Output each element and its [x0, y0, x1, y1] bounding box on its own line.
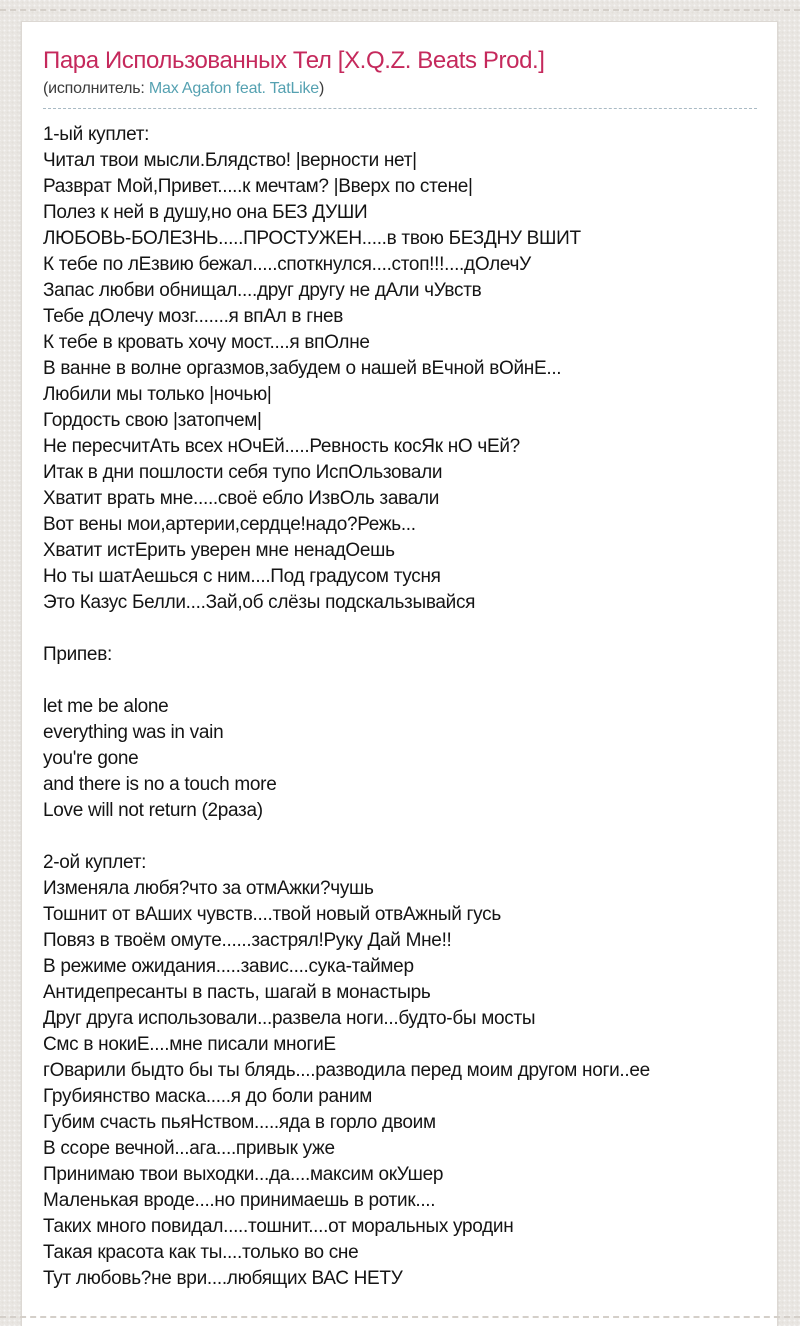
lyric-line: Тебе дОлечу мозг.......я впАл в гнев	[43, 306, 344, 327]
lyric-line: Антидепресанты в пасть, шагай в монастырь	[43, 982, 431, 1003]
lyric-line: Итак в дни пошлости себя тупо ИспОльзовали	[43, 462, 443, 483]
lyric-line: let me be alone	[43, 696, 169, 717]
lyric-line	[43, 616, 757, 642]
lyric-line: Не пересчитАть всех нОчЕй.....Ревность косЯк нО чЕй?	[43, 436, 520, 457]
artist-label-prefix: (исполнитель:	[43, 80, 149, 97]
lyric-line: Вот вены мои,артерии,сердце!надо?Режь...	[43, 514, 416, 535]
lyric-line: and there is no a touch more	[43, 774, 277, 795]
lyric-line: К тебе в кровать хочу мост....я впОлне	[43, 332, 370, 353]
artist-label-suffix: )	[319, 80, 325, 97]
lyric-line: Это Казус Белли....Зай,об слёзы подскальзывайся	[43, 592, 476, 613]
lyric-line: Тошнит от вАших чувств....твой новый отвАжный гусь	[43, 904, 501, 925]
lyric-line: Изменяла любя?что за отмАжки?чушь	[43, 878, 374, 899]
lyric-line: you're gone	[43, 748, 139, 769]
lyric-line: 2-ой куплет:	[43, 852, 147, 873]
lyrics-text	[43, 122, 757, 1292]
bottom-stitch-divider	[0, 1316, 800, 1318]
lyric-line: Гордость свою |затопчем|	[43, 410, 262, 431]
lyric-line: ЛЮБОВЬ-БОЛЕЗНЬ.....ПРОСТУЖЕН.....в твою БЕЗДНУ ВШИТ	[43, 228, 581, 249]
lyric-line: Друг друга использовали...развела ноги...будто-бы мосты	[43, 1008, 536, 1029]
lyric-line: Но ты шатАешься с ним....Под градусом тусня	[43, 566, 441, 587]
lyric-line: В ванне в волне оргазмов,забудем о нашей вЕчной вОйнЕ...	[43, 358, 562, 379]
lyric-line: everything was in vain	[43, 722, 224, 743]
lyric-line: Повяз в твоём омуте......застрял!Руку Дай Мне!!	[43, 930, 452, 951]
lyric-line: Любили мы только |ночью|	[43, 384, 272, 405]
lyric-line: Хватит врать мне.....своё ебло ИзвОль завали	[43, 488, 440, 509]
lyric-line: Смс в нокиЕ....мне писали многиЕ	[43, 1034, 336, 1055]
lyric-line: Хватит истЕрить уверен мне ненадОешь	[43, 540, 395, 561]
lyric-line: К тебе по лЕзвию бежал.....споткнулся....стоп!!!....дОлечУ	[43, 254, 531, 275]
lyric-line: Love will not return (2раза)	[43, 800, 263, 821]
top-stitch-divider	[0, 9, 800, 11]
lyric-line: Маленькая вроде....но принимаешь в ротик....	[43, 1190, 436, 1211]
lyric-line: Разврат Мой,Привет.....к мечтам? |Вверх по стене|	[43, 176, 473, 197]
artist-line	[43, 79, 757, 109]
lyric-line: Таких много повидал.....тошнит....от моральных уродин	[43, 1216, 514, 1237]
lyric-line: Принимаю твои выходки...да....максим окУшер	[43, 1164, 444, 1185]
lyric-line: Полез к ней в душу,но она БЕЗ ДУШИ	[43, 202, 368, 223]
lyric-line: Такая красота как ты....только во сне	[43, 1242, 359, 1263]
lyric-line: гОварили быдто бы ты блядь....разводила перед моим другом ноги..ее	[43, 1060, 650, 1081]
lyric-line: Губим счасть пьяНством.....яда в горло двоим	[43, 1112, 436, 1133]
lyric-line: 1-ый куплет:	[43, 124, 150, 145]
lyric-line	[43, 668, 757, 694]
lyric-line: Запас любви обнищал....друг другу не дАли чУвств	[43, 280, 482, 301]
lyric-line: Припев:	[43, 644, 112, 665]
lyric-line: Грубиянство маска.....я до боли раним	[43, 1086, 373, 1107]
lyric-line: В ссоре вечной...ага....привык уже	[43, 1138, 335, 1159]
artist-link[interactable]: Max Agafon feat. TatLike	[148, 80, 320, 97]
lyric-line: Читал твои мысли.Блядство! |верности нет|	[43, 150, 417, 171]
lyric-line	[43, 824, 757, 850]
lyrics-card	[21, 21, 778, 1326]
song-title: Пара Использованных Тел [X.Q.Z. Beats Prod.]	[43, 47, 545, 74]
lyric-line: Тут любовь?не ври....любящих ВАС НЕТУ	[43, 1268, 403, 1289]
lyric-line: В режиме ожидания.....завис....сука-таймер	[43, 956, 414, 977]
